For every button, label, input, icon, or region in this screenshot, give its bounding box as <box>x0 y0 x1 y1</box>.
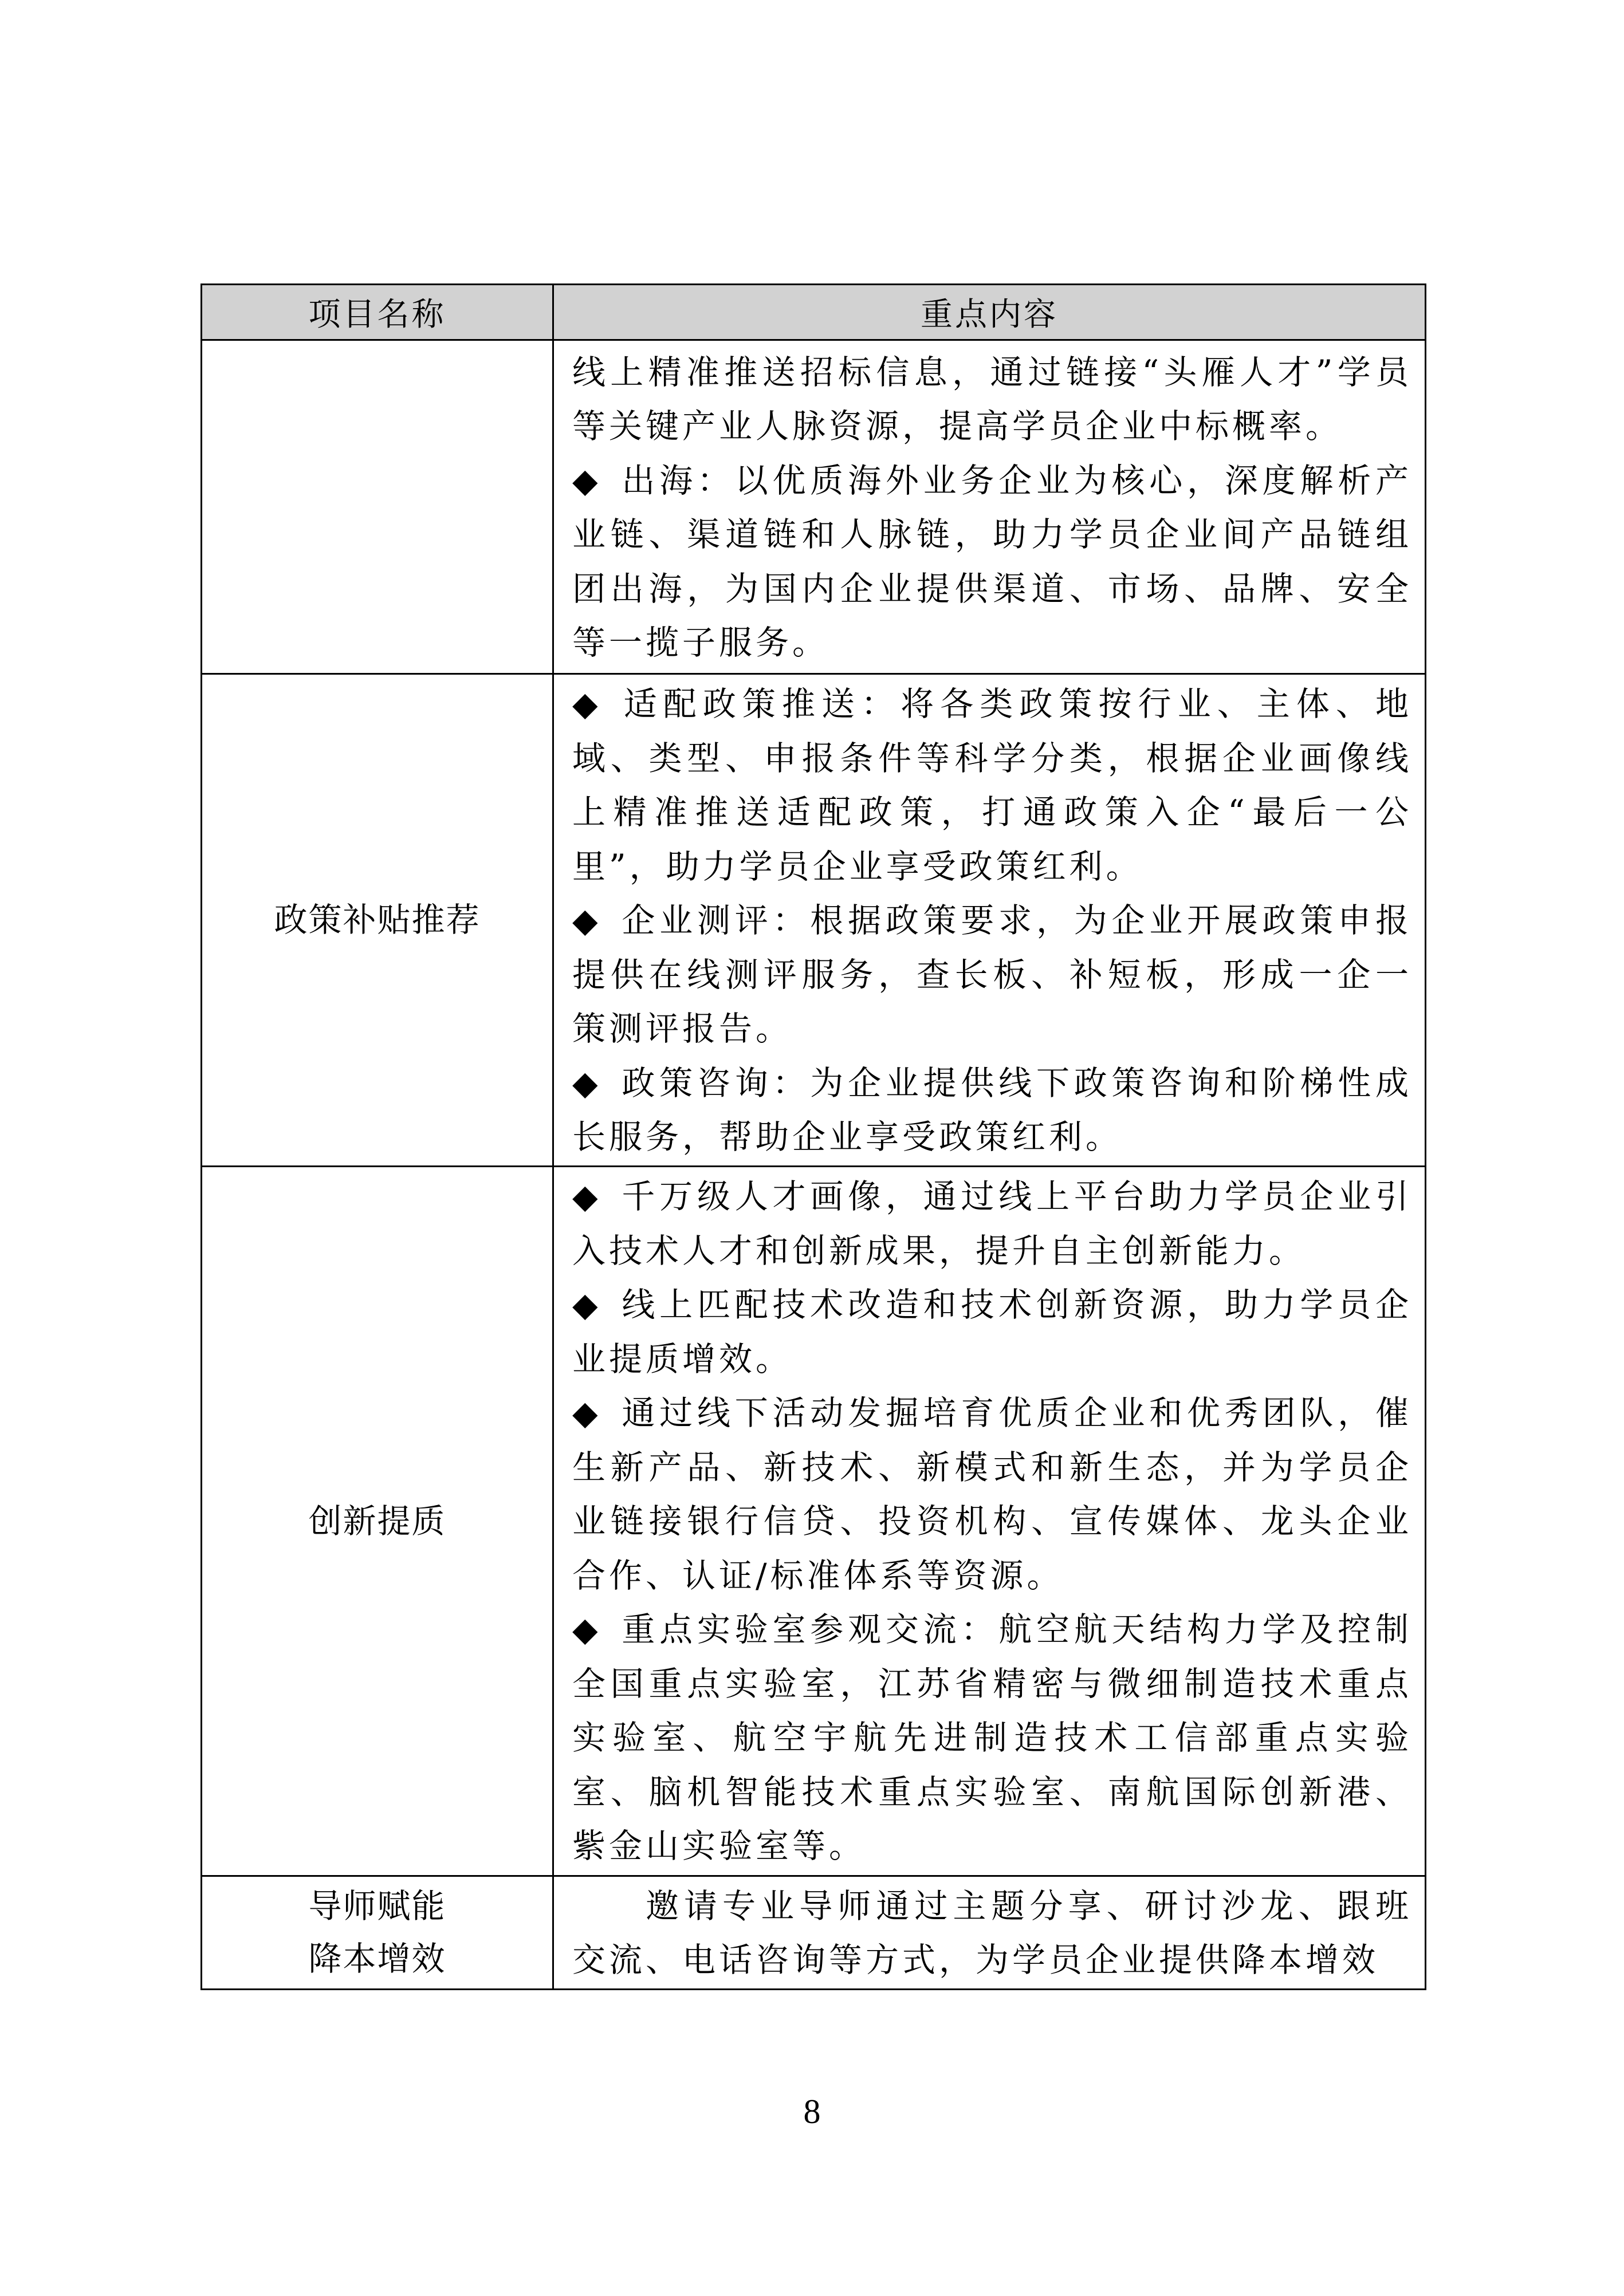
project-name-cell: 创新提质 <box>202 1166 553 1876</box>
project-name-line: 导师赋能 <box>308 1887 446 1925</box>
diamond-bullet-icon: ◆ <box>572 1177 601 1216</box>
bullet-text: 千万级人才画像，通过线上平台助力学员企业引入技术人才和创新成果，提升自主创新能力。 <box>572 1177 1412 1270</box>
content-bullet-item <box>572 1169 1412 1278</box>
bullet-text: 出海：以优质海外业务企业为核心，深度解析产业链、渠道链和人脉链，助力学员企业间产品链组团出海，为国内企业提供渠道、市场、品牌、安全等一揽子服务。 <box>572 460 1412 662</box>
header-key-content: 重点内容 <box>553 285 1426 340</box>
content-bullet-item <box>572 1602 1412 1873</box>
content-cell <box>553 1876 1426 1989</box>
project-content-table <box>200 283 1426 1990</box>
content-bullet-item <box>572 1056 1412 1164</box>
header-project-name: 项目名称 <box>202 285 553 340</box>
diamond-bullet-icon: ◆ <box>572 901 601 940</box>
content-bullet-item <box>572 454 1412 670</box>
content-bullet-item <box>572 1386 1412 1602</box>
content-bullet-item <box>572 677 1412 893</box>
content-cell <box>553 674 1426 1167</box>
table-row <box>202 340 1426 674</box>
project-name-cell <box>202 1876 553 1989</box>
table-row <box>202 674 1426 1167</box>
diamond-bullet-icon: ◆ <box>572 1063 601 1102</box>
diamond-bullet-icon: ◆ <box>572 1285 601 1325</box>
content-bullet-item <box>572 893 1412 1056</box>
table-row <box>202 1876 1426 1989</box>
diamond-bullet-icon: ◆ <box>572 1393 601 1433</box>
bullet-text: 线上匹配技术改造和技术创新资源，助力学员企业提质增效。 <box>572 1285 1412 1379</box>
bullet-text: 通过线下活动发掘培育优质企业和优秀团队，催生新产品、新技术、新模式和新生态，并为学员企业链接银行信贷、投资机构、宣传媒体、龙头企业合作、认证/标准体系等资源。 <box>572 1393 1412 1595</box>
content-bullet-item <box>572 1278 1412 1386</box>
content-paragraph: 邀请专业导师通过主题分享、研讨沙龙、跟班交流、电话咨询等方式，为学员企业提供降本增效 <box>572 1886 1412 1979</box>
bullet-text: 适配政策推送：将各类政策按行业、主体、地域、类型、申报条件等科学分类，根据企业画像线上精准推送适配政策，打通政策入企“最后一公里”，助力学员企业享受政策红利。 <box>572 684 1412 886</box>
page-number: 8 <box>803 2093 821 2130</box>
project-name-cell <box>202 340 553 674</box>
table-header-row <box>202 285 1426 340</box>
bullet-text: 重点实验室参观交流：航空航天结构力学及控制全国重点实验室，江苏省精密与微细制造技术重点实验室、航空宇航先进制造技术工信部重点实验室、脑机智能技术重点实验室、南航国际创新港、紫金山实验室等。 <box>572 1610 1412 1866</box>
project-name-line: 降本增效 <box>308 1939 446 1978</box>
bullet-text: 企业测评：根据政策要求，为企业开展政策申报提供在线测评服务，查长板、补短板，形成一企一策测评报告。 <box>572 901 1412 1048</box>
content-paragraph: 线上精准推送招标信息，通过链接“头雁人才”学员等关键产业人脉资源，提高学员企业中标概率。 <box>572 352 1412 446</box>
diamond-bullet-icon: ◆ <box>572 684 601 723</box>
project-name-cell: 政策补贴推荐 <box>202 674 553 1167</box>
table-row <box>202 1166 1426 1876</box>
content-cell <box>553 1166 1426 1876</box>
diamond-bullet-icon: ◆ <box>572 1610 601 1649</box>
bullet-text: 政策咨询：为企业提供线下政策咨询和阶梯性成长服务，帮助企业享受政策红利。 <box>572 1063 1412 1156</box>
diamond-bullet-icon: ◆ <box>572 460 601 500</box>
content-cell <box>553 340 1426 674</box>
